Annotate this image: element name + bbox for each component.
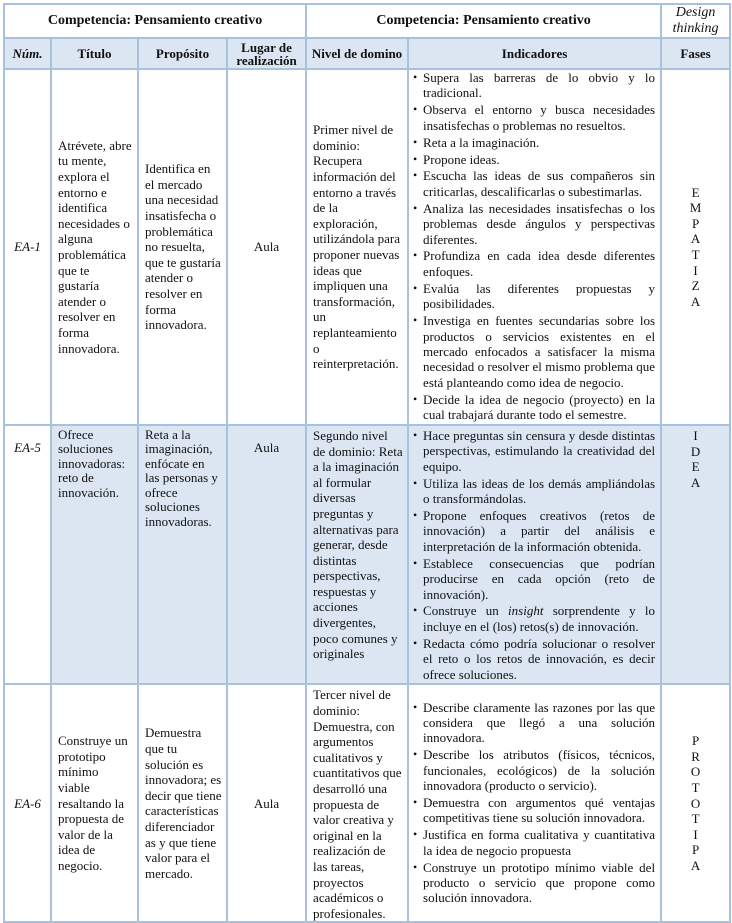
- indicator-item: • Decide la idea de negocio (proyecto) en la cual trabajará durante todo el semestre.: [413, 392, 655, 423]
- indicator-item: • Hace preguntas sin censura y desde distintas perspectivas, estimulando la creatividad del equipo.: [413, 428, 655, 474]
- indicator-item: • Escucha las ideas de sus compañeros sin criticarlas, descalificarlas o subestimarlas.: [413, 168, 655, 199]
- col-header-fases: Fases: [661, 38, 730, 69]
- row-proposito: Identifica en el mercado una necesidad insatisfecha o problemática no resuelta, que te gustaría atender o resolver en forma innovadora.: [138, 69, 227, 425]
- phase-letter: R: [691, 748, 700, 764]
- row-proposito: Demuestra que tu solución es innovadora; es decir que tiene características diferenciador as y que tiene valor para el mercado.: [138, 684, 227, 922]
- phase-letter: O: [690, 764, 701, 780]
- indicator-item: • Propone enfoques creativos (retos de innovación) a partir del análisis e interpretación de la información obtenida.: [413, 508, 655, 554]
- phase-letter: A: [690, 474, 701, 490]
- indicator-text: sorprendente y lo incluye en el (los) retos(s) de innovación.: [423, 603, 656, 634]
- table-row: [4, 684, 730, 922]
- indicator-text: Construye un: [423, 603, 509, 619]
- indicator-item: • Supera las barreras de lo obvio y lo tradicional.: [413, 70, 655, 101]
- row-nivel: Primer nivel de dominio: Recupera información del entorno a través de la exploración, utilizándola para proponer nuevas ideas que impliquen una transformación, un replanteamiento o reinterpretación.: [306, 69, 408, 425]
- phase-letter: E: [691, 184, 700, 200]
- phase-letter: A: [690, 857, 701, 873]
- indicator-item: [413, 603, 655, 634]
- indicator-item: • Reta a la imaginación.: [413, 135, 655, 150]
- group-header-middle: Competencia: Pensamiento creativo: [306, 4, 661, 38]
- indicator-emphasis: insight: [508, 603, 544, 619]
- phase-letter: O: [690, 795, 701, 811]
- phase-letter: P: [691, 733, 700, 749]
- row-fase-empatiza: [661, 69, 730, 425]
- row-num: EA-6: [4, 684, 51, 922]
- phase-letter: P: [691, 842, 700, 858]
- row-lugar: Aula: [227, 425, 306, 685]
- row-lugar: Aula: [227, 684, 306, 922]
- col-header-lugar: Lugar de realización: [227, 38, 306, 69]
- indicator-item: • Describe los atributos (físicos, técnicos, funcionales, ecológicos) de la solución innovadora (producto o servicio).: [413, 747, 655, 793]
- column-header-row: [4, 38, 730, 69]
- phase-letter: Z: [691, 278, 700, 294]
- row-indicadores: [408, 684, 661, 922]
- indicator-item: • Profundiza en cada idea desde diferentes enfoques.: [413, 248, 655, 279]
- group-header-row: [4, 4, 730, 38]
- row-proposito: Reta a la imaginación, enfócate en las personas y ofrece soluciones innovadoras.: [138, 425, 227, 685]
- indicator-item: • Demuestra con argumentos qué ventajas competitivas tiene su solución innovadora.: [413, 795, 655, 826]
- group-header-design-thinking: Design thinking: [661, 4, 730, 38]
- phase-letter: T: [691, 780, 700, 795]
- indicator-item: • Redacta cómo podría solucionar o resolver el reto o los retos de innovación, es decir ofrece soluciones.: [413, 636, 655, 682]
- phase-letter: E: [691, 459, 700, 475]
- col-header-titulo: Título: [51, 38, 138, 69]
- row-titulo: Construye un prototipo mínimo viable resaltando la propuesta de valor de la idea de negocio.: [51, 684, 138, 922]
- indicator-item: • Propone ideas.: [413, 152, 655, 167]
- phase-letter: M: [689, 200, 702, 216]
- indicator-item: • Describe claramente las razones por las que considera que llegó a una solución innovadora.: [413, 700, 655, 746]
- phase-letter: T: [691, 811, 700, 827]
- row-indicadores: [408, 425, 661, 685]
- phase-letter: T: [691, 246, 700, 262]
- row-lugar: Aula: [227, 69, 306, 425]
- indicator-item: • Utiliza las ideas de los demás ampliándolas o transformándolas.: [413, 476, 655, 507]
- phase-letter: I: [693, 826, 698, 842]
- row-indicadores: [408, 69, 661, 425]
- row-fase-idea: [661, 425, 730, 685]
- indicator-item: • Analiza las necesidades insatisfechas o los problemas desde ángulos y perspectivas diferentes.: [413, 201, 655, 247]
- group-header-left: Competencia: Pensamiento creativo: [4, 4, 306, 38]
- col-header-nivel: Nivel de domino: [306, 38, 408, 69]
- indicator-item: • Observa el entorno y busca necesidades insatisfechas o problemas no resueltos.: [413, 102, 655, 133]
- phase-letter: A: [690, 231, 701, 247]
- phase-letter: P: [691, 215, 700, 231]
- indicator-list: [409, 70, 660, 422]
- col-header-num: Núm.: [4, 38, 51, 69]
- col-header-indicadores: Indicadores: [408, 38, 661, 69]
- row-nivel: Tercer nivel de dominio: Demuestra, con argumentos cualitativos y cuantitativos que desarrolló una propuesta de valor creativa y original en la realización de las tareas, proyectos académicos o profesionales.: [306, 684, 408, 922]
- row-titulo: Atrévete, abre tu mente, explora el entorno e identifica necesidades o alguna problemática que te gustaría atender o resolver en forma innovadora.: [51, 69, 138, 425]
- row-num: EA-5: [4, 425, 51, 685]
- phase-letter: I: [693, 262, 698, 278]
- indicator-list: [409, 700, 660, 906]
- competency-table: [3, 3, 731, 923]
- phase-letter: A: [690, 293, 701, 309]
- phase-letter: I: [693, 427, 698, 443]
- col-header-proposito: Propósito: [138, 38, 227, 69]
- row-nivel: Segundo nivel de dominio: Reta a la imaginación al formular diversas preguntas y alternativas para generar, desde distintas perspectivas, respuestas y acciones divergentes, poco comunes y originales: [306, 425, 408, 685]
- row-fase-prototipa: [661, 684, 730, 922]
- row-num: EA-1: [4, 69, 51, 425]
- indicator-item: • Justifica en forma cualitativa y cuantitativa la idea de negocio propuesta: [413, 827, 655, 858]
- indicator-item: • Construye un prototipo mínimo viable del producto o servicio que propone como solución innovadora.: [413, 860, 655, 906]
- indicator-item: • Establece consecuencias que podrían producirse en cada opción (reto de innovación).: [413, 556, 655, 602]
- phase-letter: D: [690, 443, 701, 459]
- table-row: [4, 425, 730, 685]
- table-row: [4, 69, 730, 425]
- indicator-item: • Investiga en fuentes secundarias sobre los productos o servicios existentes en el mercado enfocados a satisfacer la misma necesidad o resolver el mismo problema que está planteando como idea de negocio.: [413, 313, 655, 390]
- indicator-item: • Evalúa las diferentes propuestas y posibilidades.: [413, 281, 655, 312]
- row-titulo: Ofrece soluciones innovadoras: reto de innovación.: [51, 425, 138, 685]
- indicator-list: [409, 428, 660, 682]
